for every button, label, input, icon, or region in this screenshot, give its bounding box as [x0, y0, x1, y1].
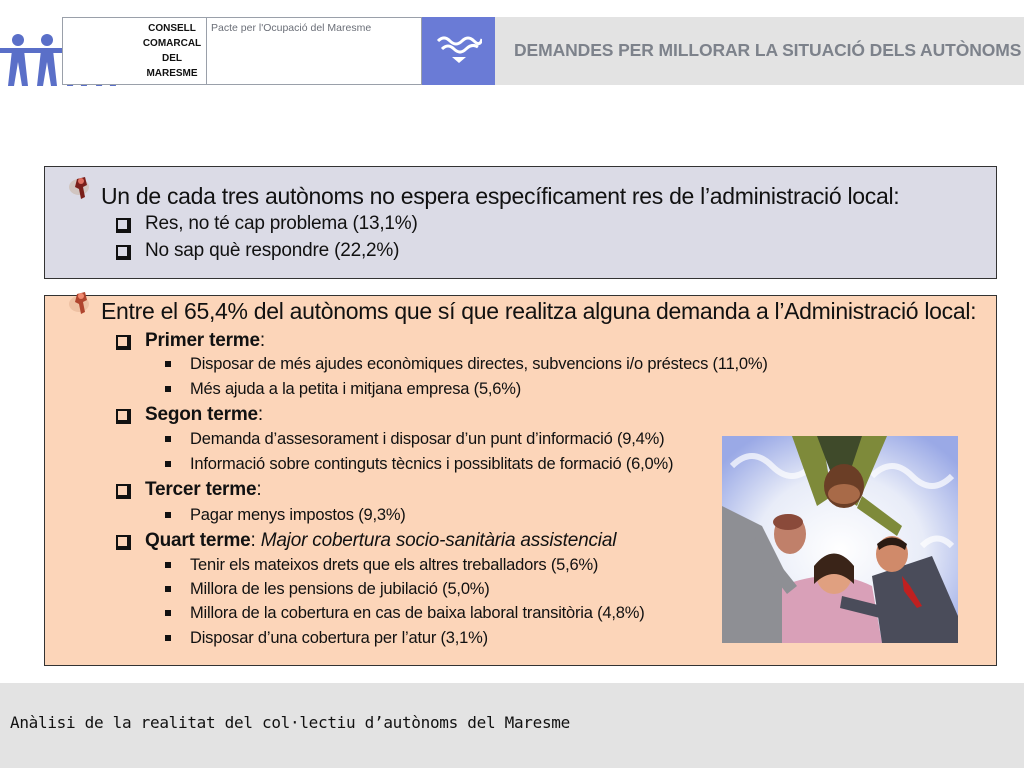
square-bullet-icon	[165, 562, 171, 568]
slide-title: DEMANDES PER MILLORAR LA SITUACIÓ DELS AUTÒNOMS	[514, 40, 1022, 60]
list-item: Disposar d’una cobertura per l’atur (3,1%)	[190, 629, 488, 648]
brand-logo-box	[422, 17, 495, 85]
summary-box	[44, 166, 997, 279]
square-bullet-icon	[165, 386, 171, 392]
business-people-illustration	[722, 436, 958, 643]
list-item: Pagar menys impostos (9,3%)	[190, 506, 406, 525]
pushpin-bullet-icon	[67, 288, 95, 318]
checkbox-bullet-icon	[116, 409, 129, 422]
checkbox-bullet-icon	[116, 335, 129, 348]
group-heading: Quart terme: Major cobertura socio-sanitària assistencial	[145, 530, 616, 552]
checkbox-bullet-icon	[116, 484, 129, 497]
list-item: Res, no té cap problema (13,1%)	[145, 213, 418, 235]
list-item: Més ajuda a la petita i mitjana empresa (5,6%)	[190, 380, 521, 399]
list-item: Millora de les pensions de jubilació (5,0%)	[190, 580, 490, 599]
list-item: Disposar de més ajudes econòmiques directes, subvencions i/o préstecs (11,0%)	[190, 355, 768, 374]
pushpin-bullet-icon	[67, 173, 95, 203]
group-heading: Tercer terme:	[145, 479, 261, 501]
pacte-box	[206, 17, 422, 85]
square-bullet-icon	[165, 610, 171, 616]
organization-box	[62, 17, 206, 85]
organization-name: CONSELL COMARCAL DEL MARESME	[142, 23, 202, 79]
demands-heading: Entre el 65,4% del autònoms que sí que realitza alguna demanda a l’Administració local:	[101, 298, 977, 324]
square-bullet-icon	[165, 361, 171, 367]
square-bullet-icon	[165, 461, 171, 467]
pacte-label: Pacte per l'Ocupació del Maresme	[211, 22, 372, 34]
slide-header	[0, 0, 1024, 86]
list-item: Demanda d’assesorament i disposar d’un punt d’informació (9,4%)	[190, 430, 664, 449]
square-bullet-icon	[165, 512, 171, 518]
slide-footer	[0, 683, 1024, 768]
list-item: Tenir els mateixos drets que els altres treballadors (5,6%)	[190, 556, 598, 575]
square-bullet-icon	[165, 586, 171, 592]
list-item: Millora de la cobertura en cas de baixa laboral transitòria (4,8%)	[190, 604, 645, 623]
list-item: Informació sobre continguts tècnics i possiblitats de formació (6,0%)	[190, 455, 673, 474]
summary-heading: Un de cada tres autònoms no espera específicament res de l’administració local:	[101, 183, 900, 209]
title-band	[495, 17, 1024, 85]
list-item: No sap què respondre (22,2%)	[145, 240, 399, 262]
checkbox-bullet-icon	[116, 245, 129, 258]
group-heading: Primer terme:	[145, 330, 265, 352]
waves-logo-icon	[436, 35, 482, 65]
square-bullet-icon	[165, 436, 171, 442]
group-heading: Segon terme:	[145, 404, 263, 426]
checkbox-bullet-icon	[116, 535, 129, 548]
checkbox-bullet-icon	[116, 218, 129, 231]
footer-text: Anàlisi de la realitat del col·lectiu d’autònoms del Maresme	[10, 713, 570, 732]
square-bullet-icon	[165, 635, 171, 641]
